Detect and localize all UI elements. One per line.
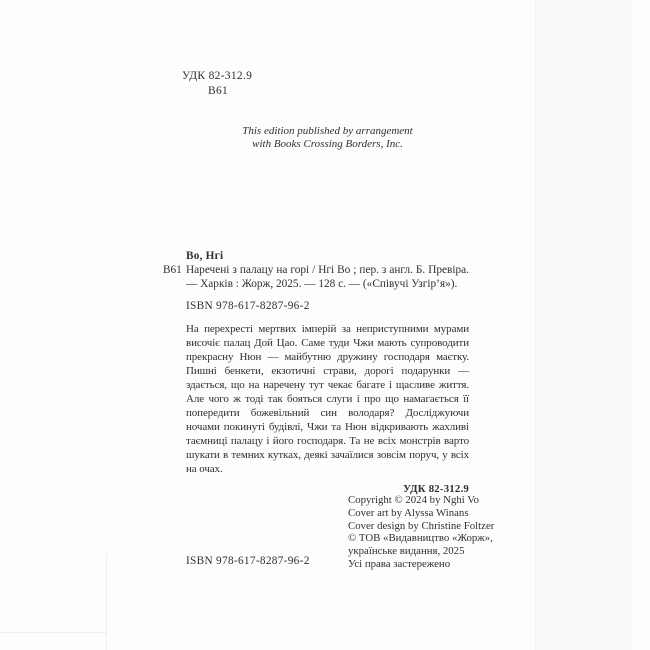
annotation-text: На перехресті мертвих імперій за неприступними мурами височіє палац Дой Цао. Саме туди Чжи мають супроводити прекрасну Нюн — майбутню дружину господаря маєтку. Пишні бенкети, екзотичні страви, дорогі подарунки — здається, що на наречену тут чекає багате і щасливе життя. Але чого ж тоді так бояться слуги і про що намагається її попередити божевільний син володаря? Досліджуючи ночами покинуті будівлі, Чжи та Нюн відкривають жахливі таємниці палацу і його господаря. Та не всіх монстрів варто шукати в темних кутках, деякі зачаїлися зовсім поруч, у всіх на очах. — [186, 323, 469, 475]
scan-shade-artifact — [536, 0, 633, 650]
catalog-margin-code: В61 — [163, 264, 182, 276]
scan-edge-artifact-left — [106, 553, 107, 650]
edition-arrangement-notice — [186, 125, 469, 151]
catalog-card — [163, 249, 469, 313]
isbn-bottom: ISBN 978-617-8287-96-2 — [186, 555, 310, 567]
credit-rights-reserved: Усі права застережено — [348, 557, 451, 570]
bbk-author-code: В61 — [208, 85, 229, 97]
classification-codes — [182, 69, 252, 99]
udc-code-top: УДК 82-312.9 — [182, 70, 253, 82]
scan-edge-artifact-right — [535, 0, 536, 650]
edition-notice-line-1: This edition published by arrangement — [242, 125, 413, 137]
credit-copyright-author: Copyright © 2024 by Nghi Vo — [348, 494, 480, 506]
credit-cover-design: Cover design by Christine Foltzer — [348, 519, 495, 532]
credit-ukrainian-edition: українське видання, 2025 — [348, 545, 465, 558]
credit-publisher: © ТОВ «Видавництво «Жорж», — [348, 532, 493, 545]
catalog-author-heading: Во, Нгі — [186, 250, 224, 262]
udc-code-annotation: УДК 82-312.9 — [403, 483, 469, 495]
scan-edge-artifact-bottom — [0, 632, 107, 633]
isbn-catalog: ISBN 978-617-8287-96-2 — [186, 300, 310, 312]
edition-notice-line-2: with Books Crossing Borders, Inc. — [252, 138, 403, 150]
copyright-credits — [348, 494, 494, 571]
book-annotation — [186, 322, 469, 496]
catalog-bibliographic-description: Наречені з палацу на горі / Нгі Во ; пер. з англ. Б. Превіра. — Харків : Жорж, 2025. — 128 с. — («Співучі Узгір’я»). — [186, 264, 469, 290]
catalog-entry-row — [163, 263, 469, 291]
credit-cover-art: Cover art by Alyssa Winans — [348, 506, 469, 519]
